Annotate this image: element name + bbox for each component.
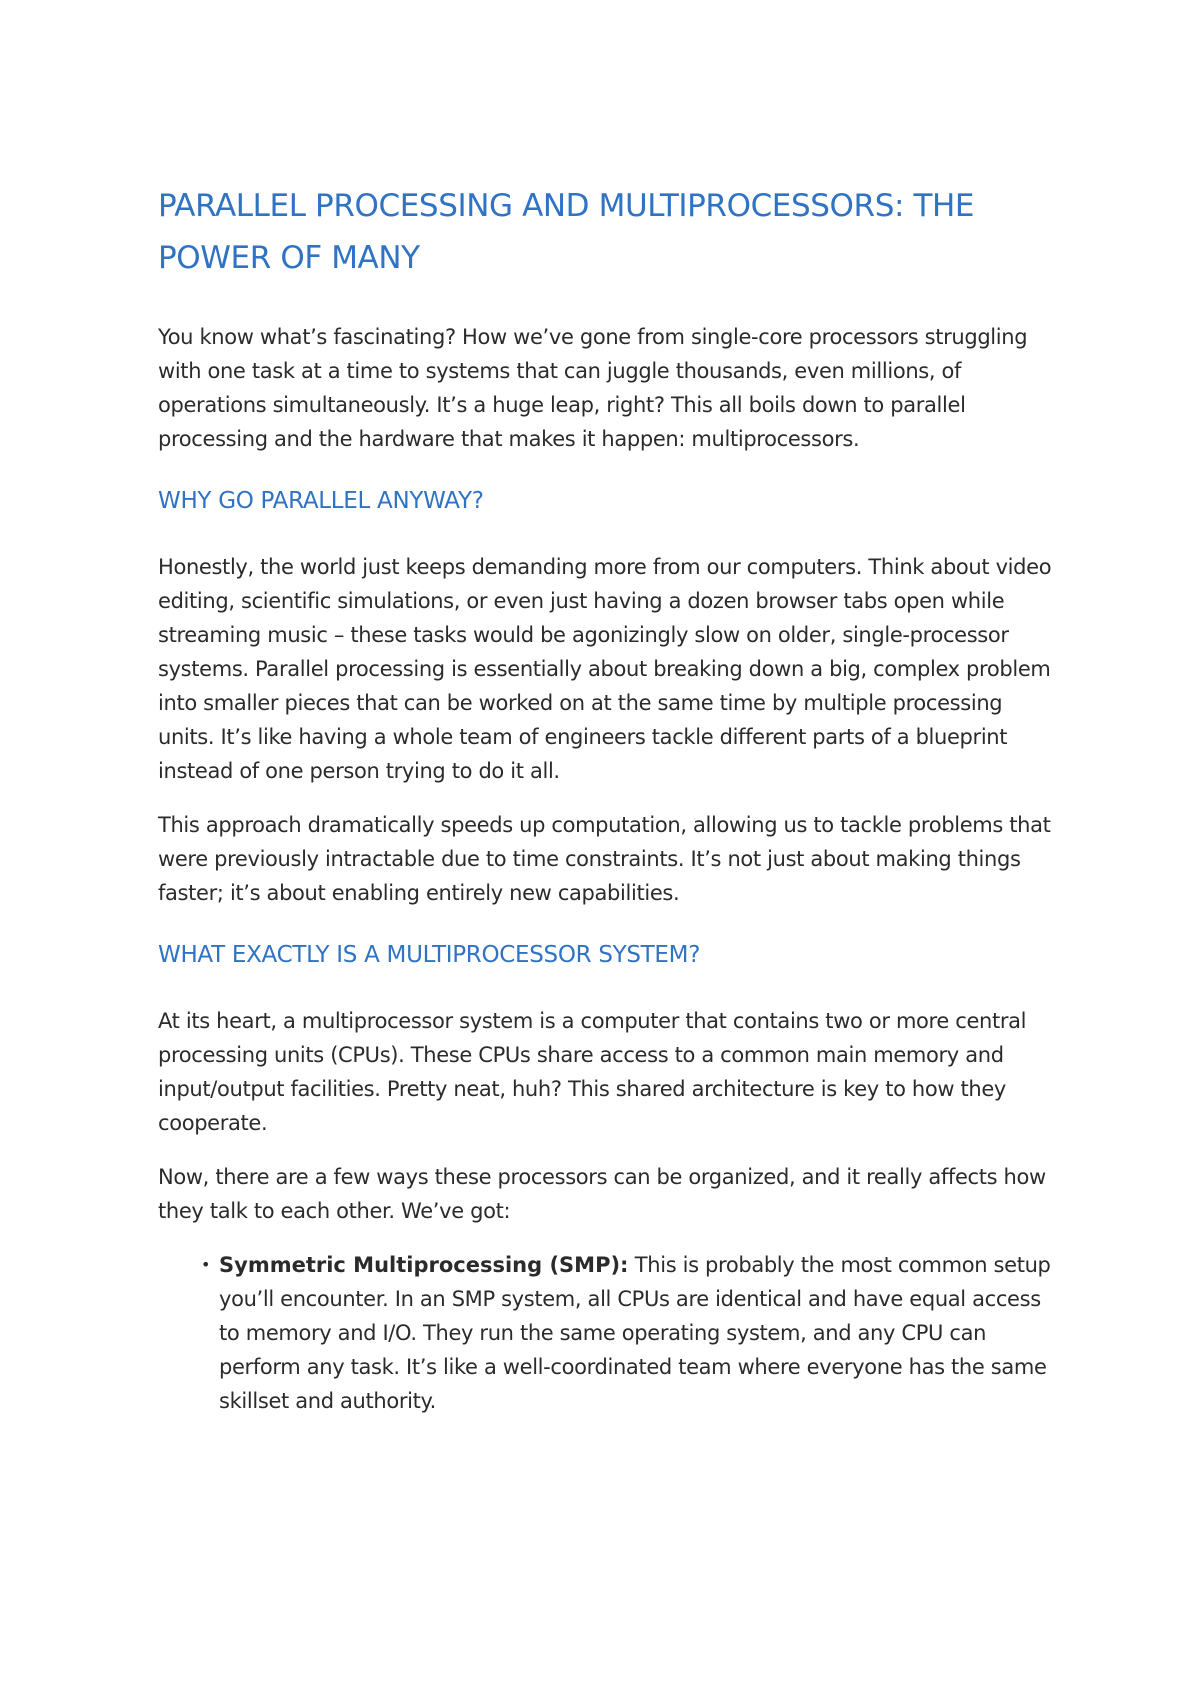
organization-types-list: [158, 1248, 1058, 1418]
multiprocessor-paragraph-1: At its heart, a multiprocessor system is a computer that contains two or more central processing units (CPUs). These CPUs share access to a common main memory and input/output facilities. Pretty neat, huh? This shared architecture is key to how they cooperate.: [158, 1009, 1027, 1135]
multiprocessor-paragraph-2: Now, there are a few ways these processors can be organized, and it really affects how they talk to each other. We’ve got:: [158, 1165, 1046, 1223]
why-parallel-paragraph-2: This approach dramatically speeds up computation, allowing us to tackle problems that were previously intractable due to time constraints. It’s not just about making things faster; it’s about enabling entirely new capabilities.: [158, 813, 1051, 905]
section-heading-multiprocessor-system: WHAT EXACTLY IS A MULTIPROCESSOR SYSTEM?: [158, 942, 701, 968]
list-item-text: This is probably the most common setup you’ll encounter. In an SMP system, all CPUs are identical and have equal access to memory and I/O. They run the same operating system, and any CPU can perform any task. It’s like a well-coordinated team where everyone has the same skillset and authority.: [219, 1253, 1051, 1413]
list-item-term: Symmetric Multiprocessing (SMP):: [219, 1253, 629, 1277]
document-page: [158, 180, 1058, 1418]
section-heading-why-parallel: WHY GO PARALLEL ANYWAY?: [158, 488, 484, 514]
why-parallel-paragraph-1: Honestly, the world just keeps demanding more from our computers. Think about video editing, scientific simulations, or even just having a dozen browser tabs open while streaming music – these tasks would be agonizingly slow on older, single-processor systems. Parallel processing is essentially about breaking down a big, complex problem into smaller pieces that can be worked on at the same time by multiple processing units. It’s like having a whole team of engineers tackle different parts of a blueprint instead of one person trying to do it all.: [158, 555, 1052, 783]
bullet-icon: •: [201, 1255, 211, 1274]
list-item-smp: [201, 1248, 1058, 1418]
document-title: PARALLEL PROCESSING AND MULTIPROCESSORS: THE POWER OF MANY: [158, 188, 975, 276]
intro-paragraph: You know what’s fascinating? How we’ve gone from single-core processors struggling with one task at a time to systems that can juggle thousands, even millions, of operations simultaneously. It’s a huge leap, right? This all boils down to parallel processing and the hardware that makes it happen: multiprocessors.: [158, 325, 1028, 451]
